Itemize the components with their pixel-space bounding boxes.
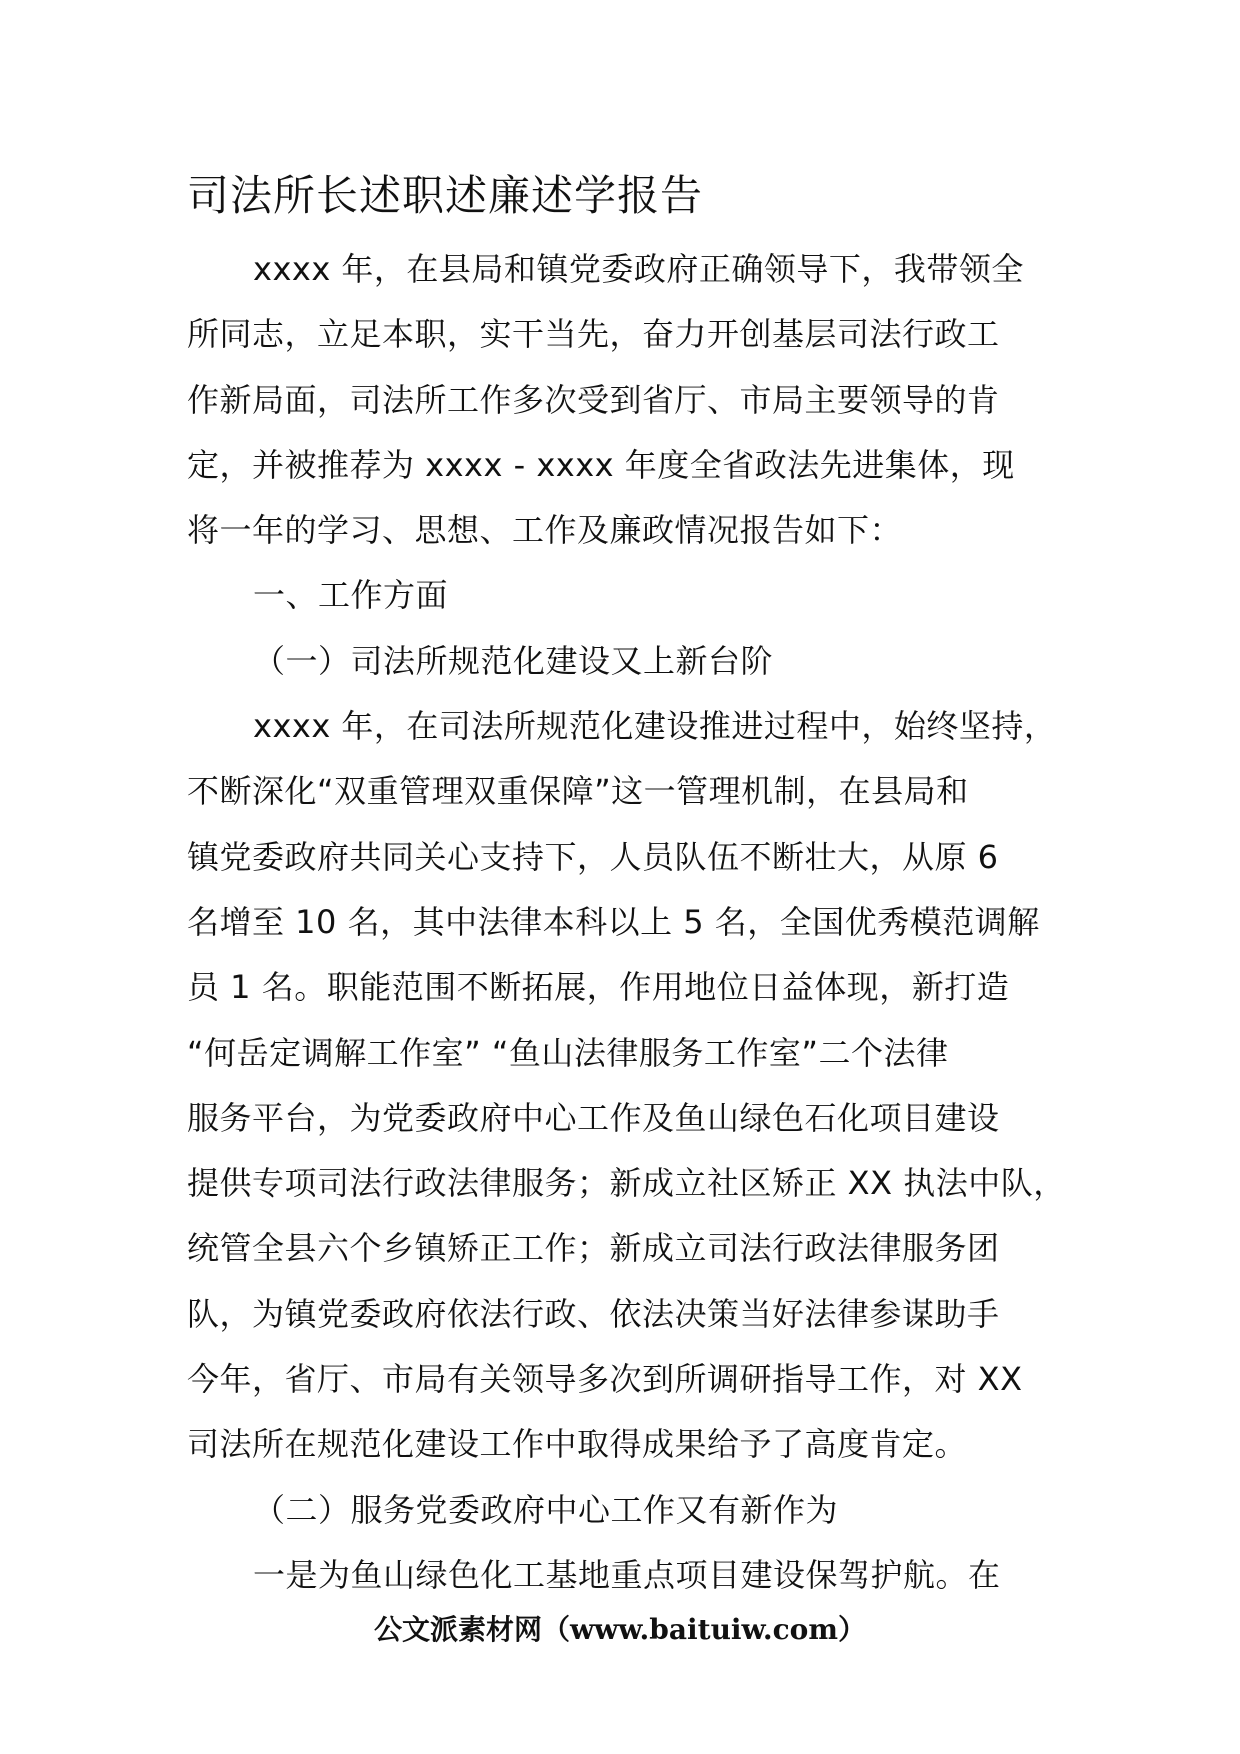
paragraph-line: 员 1 名。职能范围不断拓展，作用地位日益体现，新打造 [187, 968, 1010, 1007]
paragraph-line: 今年，省厅、市局有关领导多次到所调研指导工作，对 XX [187, 1360, 1023, 1399]
paragraph-line: 队，为镇党委政府依法行政、依法决策当好法律参谋助手 [187, 1294, 1000, 1333]
subsection-heading: （二）服务党委政府中心工作又有新作为 [253, 1490, 839, 1529]
subsection-heading: （一）司法所规范化建设又上新台阶 [253, 641, 774, 680]
document-body [187, 237, 1077, 1608]
footer-watermark-text: 公文派素材网（www.baituiw.com） [374, 1613, 866, 1646]
paragraph-line: 将一年的学习、思想、工作及廉政情况报告如下： [187, 511, 903, 550]
paragraph-line: 定，并被推荐为 xxxx - xxxx 年度全省政法先进集体，现 [187, 445, 1015, 484]
paragraph-line: xxxx 年，在县局和镇党委政府正确领导下，我带领全 [253, 250, 1024, 288]
paragraph-line: 镇党委政府共同关心支持下，人员队伍不断壮大，从原 6 [187, 837, 999, 876]
paragraph-line: 所同志，立足本职，实干当先，奋力开创基层司法行政工 [187, 315, 1000, 354]
paragraph-line: xxxx 年，在司法所规范化建设推进过程中，始终坚持， [253, 707, 1057, 746]
paragraph-line: 作新局面，司法所工作多次受到省厅、市局主要领导的肯 [187, 380, 1000, 419]
paragraph-line: 不断深化“双重管理双重保障”这一管理机制，在县局和 [187, 772, 969, 811]
paragraph-line: “何岳定调解工作室” “鱼山法律服务工作室”二个法律 [187, 1033, 949, 1072]
paragraph-line: 服务平台，为党委政府中心工作及鱼山绿色石化项目建设 [187, 1098, 1000, 1137]
paragraph-line: 统管全县六个乡镇矫正工作；新成立司法行政法律服务团 [187, 1229, 1000, 1268]
section-heading: 一、工作方面 [253, 576, 449, 615]
paragraph-line: 提供专项司法行政法律服务；新成立社区矫正 XX 执法中队， [187, 1164, 1066, 1203]
paragraph-line: 司法所在规范化建设工作中取得成果给予了高度肯定。 [187, 1425, 968, 1464]
paragraph-line: 名增至 10 名，其中法律本科以上 5 名，全国优秀模范调解 [187, 902, 1040, 941]
paragraph-line: 一是为鱼山绿色化工基地重点项目建设保驾护航。在 [253, 1555, 1001, 1594]
document-title: 司法所长述职述廉述学报告 [187, 171, 704, 220]
